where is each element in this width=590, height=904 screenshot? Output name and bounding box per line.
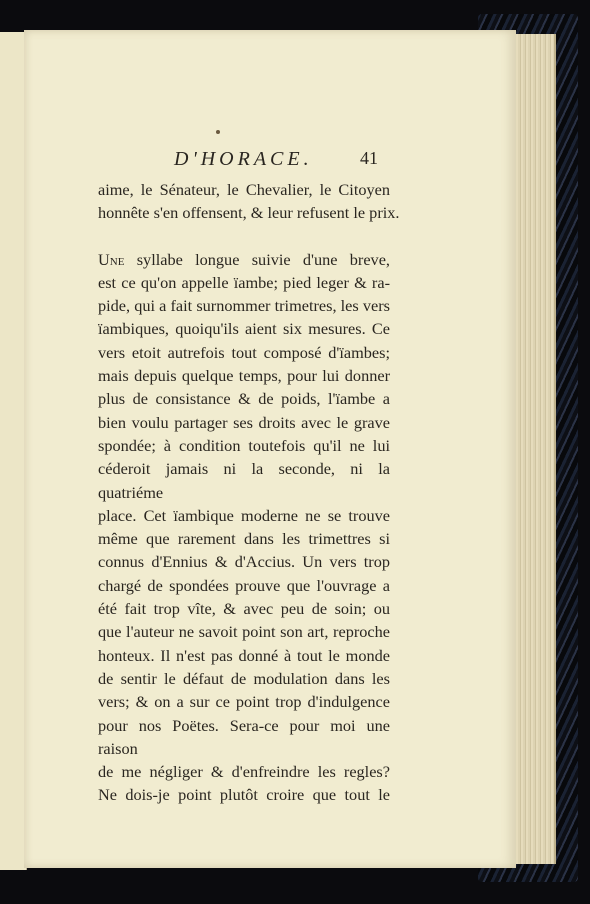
text-line: que l'auteur ne savoit point son art, reproche [98,622,390,642]
text-line: de sentir le défaut de modulation dans les [98,668,390,688]
text-line: honteux. Il n'est pas donné à tout le monde [98,645,390,665]
text-line: chargé de spondées prouve que l'ouvrage a [98,575,390,595]
text-line: mais depuis quelque temps, pour lui donner [98,366,390,386]
text-line: aime, le Sénateur, le Chevalier, le Citoyen [98,180,390,199]
text-line: spondée; à condition toutefois qu'il ne lui [98,435,390,455]
text-line: vers; & on a sur ce point trop d'indulgence [98,692,390,712]
text-line-first [98,248,390,271]
text-line: connus d'Ennius & d'Accius. Un vers trop [98,552,390,572]
first-line-rest: syllabe longue suivie d'une breve, [124,249,390,269]
text-line: est ce qu'on appelle ïambe; pied leger & ra- [98,272,390,292]
text-line: pide, qui a fait surnommer trimetres, les vers [98,296,390,316]
text-line: bien voulu partager ses droits avec le grave [98,412,390,432]
page-number: 41 [360,148,378,168]
text-line: pour nos Poëtes. Sera-ce pour moi une raison [98,715,390,758]
page-header [24,148,516,176]
text-line: même que rarement dans les trimettres si [98,529,390,549]
text-line: ïambiques, quoiqu'ils aient six mesures. Ce [98,319,390,339]
text-line: été fait trop vîte, & avec peu de soin; ou [98,599,390,619]
text-line: place. Cet ïambique moderne ne se trouve [98,505,390,525]
ink-dot [216,130,220,134]
body-text [98,178,400,807]
text-line: plus de consistance & de poids, l'ïambe a [98,389,390,409]
text-line: céderoit jamais ni la seconde, ni la quatriéme [98,459,390,502]
text-line: Ne dois-je point plutôt croire que tout le [98,785,390,805]
book-page [24,30,516,868]
text-line: honnête s'en offensent, & leur refusent le prix. [98,203,400,223]
running-title: D'HORACE. [174,148,313,170]
facing-page-edge [0,32,27,870]
text-line: vers etoit autrefois tout composé d'ïambes; [98,342,390,362]
drop-word: Une [98,249,125,269]
text-line: de me négliger & d'enfreindre les regles? [98,762,390,782]
